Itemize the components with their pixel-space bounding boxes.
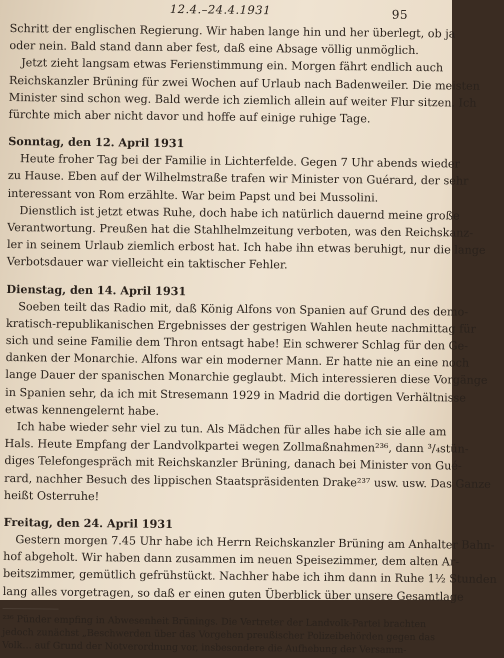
text-line: Heute froher Tag bei der Familie in Lichterfelde. Gegen 7 Uhr abends wieder	[19, 152, 460, 171]
footnote-divider	[3, 608, 59, 610]
text-line: Gestern morgen 7.45 Uhr habe ich Herrn Reichskanzler Brüning am Anhalter Bahn-	[15, 533, 495, 553]
page-content	[2, 0, 497, 657]
text-line: fürchte mich aber nicht davor und hoffe auf einige ruhige Tage.	[8, 108, 371, 126]
text-line: heißt Osterruhe!	[3, 488, 100, 504]
entry-heading: Freitag, den 24. April 1931	[3, 515, 173, 532]
text-line: danken der Monarchie. Alfons war ein moderner Mann. Er hatte nie an eine noch	[5, 351, 470, 370]
entry-heading: Dienstag, den 14. April 1931	[6, 281, 187, 298]
footnote-line: Volk… auf Grund der Notverordnung vor, insbesondere die Aufhebung der Versamm-	[2, 639, 407, 656]
text-line: zu Hause. Eben auf der Wilhelmstraße trafen wir Minister von Guérard, der sehr	[7, 169, 469, 189]
text-line: lange Dauer der spanischen Monarchie geglaubt. Mich interessieren diese Vorgänge	[5, 368, 488, 388]
text-line: sich und seine Familie dem Thron entsagt habe! Ein schwerer Schlag für den Ge-	[5, 334, 469, 353]
footnote-line: ²³⁶ Pünder empfing in Abwesenheit Brünings. Die Vertreter der Landvolk-Partei brachten	[2, 613, 427, 631]
footnotes	[2, 613, 436, 657]
text-line: oder nein. Bald stand dann aber fest, daß eine Absage völlig unmöglich.	[9, 39, 419, 58]
footnote-line: jedoch zunächst „Beschwerden über das Vorgehen preußischer Polizeibehörden gegen das	[2, 626, 436, 644]
text-line: Schritt der englischen Regierung. Wir haben lange hin und her überlegt, ob ja	[9, 21, 456, 41]
text-line: rard, nachher Besuch des lippischen Staatspräsidenten Drake²³⁷ usw. usw. Das Ganze	[4, 471, 491, 491]
text-line: Verantwortung. Preußen hat die Stahlhelmzeitung verboten, was den Reichskanz-	[7, 221, 474, 240]
text-line: Soeben teilt das Radio mit, daß König Alfons von Spanien auf Grund des demo-	[18, 299, 469, 319]
entry-heading: Sonntag, den 12. April 1931	[8, 134, 185, 151]
text-line: Dienstlich ist jetzt etwas Ruhe, doch habe ich natürlich dauernd meine große	[19, 203, 460, 223]
text-line: in Spanien sehr, da ich mit Stresemann 1929 in Madrid die dortigen Verhältnisse	[5, 385, 466, 405]
text-line: Reichskanzler Brüning für zwei Wochen auf Urlaub nach Badenweiler. Die meisten	[8, 73, 480, 93]
header-date-range: 12.4.–24.4.1931	[169, 1, 272, 18]
text-line: Ich habe wieder sehr viel zu tun. Als Mädchen für alles habe ich sie alle am	[16, 420, 447, 439]
text-line: interessant von Rom erzählte. War beim Papst und bei Mussolini.	[7, 186, 379, 205]
text-line: Jetzt zieht langsam etwas Ferienstimmung ein. Morgen fährt endlich auch	[21, 56, 444, 75]
text-line: Hals. Heute Empfang der Landvolkpartei wegen Zollmaßnahmen²³⁶, dann ³/₄stün-	[4, 437, 469, 456]
entry-body	[6, 150, 486, 276]
text-line: kratisch-republikanischen Ergebnisses der gestrigen Wahlen heute nachmittag für	[5, 316, 476, 336]
text-line: Minister sind schon weg. Bald werde ich ziemlich allein auf weiter Flur sitzen. Ich	[8, 90, 477, 110]
text-line: Verbotsdauer war vielleicht ein taktischer Fehler.	[6, 255, 288, 272]
text-line: beitszimmer, gemütlich gefrühstückt. Nachher habe ich ihm dann in Ruhe 1½ Stunden	[2, 567, 497, 587]
entry-body	[3, 298, 491, 510]
text-line: ler in seinem Urlaub ziemlich erbost hat. Ich habe ihn etwas beruhigt, nur die lange	[6, 238, 486, 258]
text-line: hof abgeholt. Wir haben dann zusammen im neuen Speisezimmer, dem alten Ar-	[3, 550, 460, 569]
text-line: etwas kennengelernt habe.	[4, 402, 160, 418]
text-line: diges Telefongespräch mit Reichskanzler Brüning, danach bei Minister von Gué-	[4, 454, 462, 474]
entry-body	[2, 531, 497, 605]
page-number: 95	[391, 7, 409, 22]
text-line: lang alles vorgetragen, so daß er einen guten Überblick über unsere Gesamtlage	[2, 584, 464, 604]
intro-paragraph	[8, 20, 480, 129]
